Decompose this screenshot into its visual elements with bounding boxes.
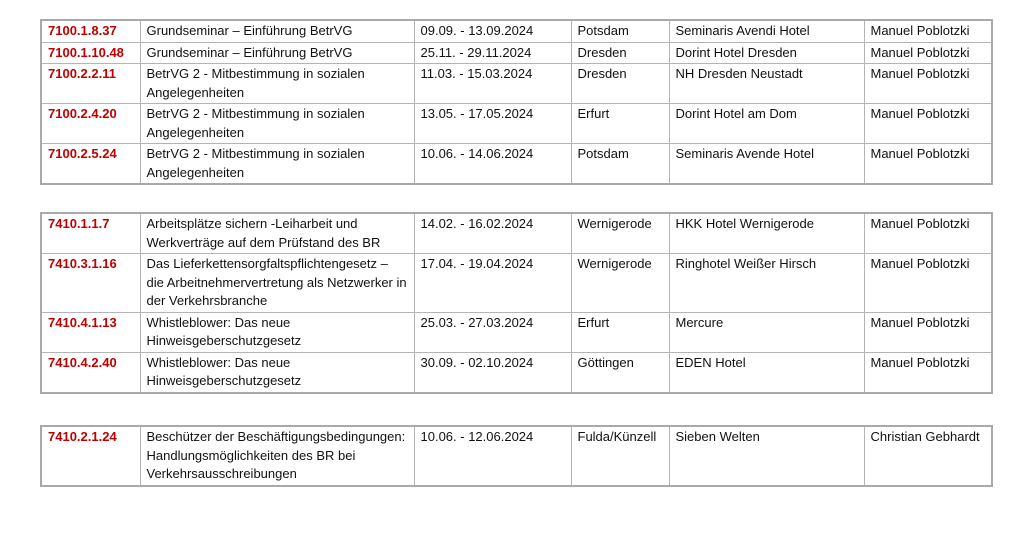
course-speaker: Manuel Poblotzki: [864, 104, 992, 144]
course-speaker: Manuel Poblotzki: [864, 64, 992, 104]
course-code: 7100.1.8.37: [41, 20, 140, 42]
course-dates: 30.09. - 02.10.2024: [414, 352, 571, 393]
course-dates: 25.11. - 29.11.2024: [414, 42, 571, 64]
table-row: [41, 104, 992, 144]
course-speaker: Manuel Poblotzki: [864, 254, 992, 313]
table-row: [41, 213, 992, 254]
course-dates: 10.06. - 14.06.2024: [414, 144, 571, 185]
course-hotel: Sieben Welten: [669, 426, 864, 486]
course-code: 7100.2.5.24: [41, 144, 140, 185]
course-city: Erfurt: [571, 104, 669, 144]
course-code: 7410.3.1.16: [41, 254, 140, 313]
course-city: Wernigerode: [571, 213, 669, 254]
table-row: [41, 426, 992, 486]
course-title: Das Lieferkettensorgfaltspflichtengesetz – die Arbeitnehmervertretung als Netzwerker in der Verkehrsbranche: [140, 254, 414, 313]
course-city: Dresden: [571, 42, 669, 64]
course-speaker: Manuel Poblotzki: [864, 352, 992, 393]
course-city: Potsdam: [571, 144, 669, 185]
table-row: [41, 42, 992, 64]
course-code: 7410.4.2.40: [41, 352, 140, 393]
course-city: Fulda/Künzell: [571, 426, 669, 486]
course-code: 7100.2.4.20: [41, 104, 140, 144]
table-row: [41, 144, 992, 185]
course-title: Arbeitsplätze sichern -Leiharbeit und Werkverträge auf dem Prüfstand des BR: [140, 213, 414, 254]
course-city: Erfurt: [571, 312, 669, 352]
table-row: [41, 64, 992, 104]
course-dates: 17.04. - 19.04.2024: [414, 254, 571, 313]
course-code: 7100.2.2.11: [41, 64, 140, 104]
course-title: BetrVG 2 - Mitbestimmung in sozialen Angelegenheiten: [140, 144, 414, 185]
course-dates: 11.03. - 15.03.2024: [414, 64, 571, 104]
course-hotel: HKK Hotel Wernigerode: [669, 213, 864, 254]
course-dates: 10.06. - 12.06.2024: [414, 426, 571, 486]
course-code: 7410.4.1.13: [41, 312, 140, 352]
course-speaker: Manuel Poblotzki: [864, 213, 992, 254]
table-row: [41, 254, 992, 313]
course-title: Whistleblower: Das neue Hinweisgeberschutzgesetz: [140, 312, 414, 352]
course-code: 7410.1.1.7: [41, 213, 140, 254]
course-speaker: Manuel Poblotzki: [864, 42, 992, 64]
course-hotel: EDEN Hotel: [669, 352, 864, 393]
table-row: [41, 20, 992, 42]
course-hotel: Seminaris Avendi Hotel: [669, 20, 864, 42]
course-title: Grundseminar – Einführung BetrVG: [140, 20, 414, 42]
course-title: Grundseminar – Einführung BetrVG: [140, 42, 414, 64]
course-title: Whistleblower: Das neue Hinweisgeberschutzgesetz: [140, 352, 414, 393]
course-hotel: Mercure: [669, 312, 864, 352]
seminar-table-3: [40, 425, 993, 487]
course-speaker: Christian Gebhardt: [864, 426, 992, 486]
course-city: Potsdam: [571, 20, 669, 42]
course-speaker: Manuel Poblotzki: [864, 144, 992, 185]
course-code: 7410.2.1.24: [41, 426, 140, 486]
course-speaker: Manuel Poblotzki: [864, 20, 992, 42]
course-dates: 13.05. - 17.05.2024: [414, 104, 571, 144]
course-city: Göttingen: [571, 352, 669, 393]
course-hotel: Dorint Hotel am Dom: [669, 104, 864, 144]
course-dates: 25.03. - 27.03.2024: [414, 312, 571, 352]
table-row: [41, 312, 992, 352]
seminar-table-1: [40, 19, 993, 185]
course-hotel: Dorint Hotel Dresden: [669, 42, 864, 64]
course-dates: 14.02. - 16.02.2024: [414, 213, 571, 254]
seminar-table-2: [40, 212, 993, 394]
course-title: BetrVG 2 - Mitbestimmung in sozialen Angelegenheiten: [140, 64, 414, 104]
course-hotel: Ringhotel Weißer Hirsch: [669, 254, 864, 313]
course-hotel: Seminaris Avende Hotel: [669, 144, 864, 185]
course-speaker: Manuel Poblotzki: [864, 312, 992, 352]
course-dates: 09.09. - 13.09.2024: [414, 20, 571, 42]
course-title: Beschützer der Beschäftigungsbedingungen: Handlungsmöglichkeiten des BR bei Verkehrsausschreibungen: [140, 426, 414, 486]
course-city: Dresden: [571, 64, 669, 104]
course-hotel: NH Dresden Neustadt: [669, 64, 864, 104]
table-row: [41, 352, 992, 393]
course-title: BetrVG 2 - Mitbestimmung in sozialen Angelegenheiten: [140, 104, 414, 144]
course-city: Wernigerode: [571, 254, 669, 313]
course-code: 7100.1.10.48: [41, 42, 140, 64]
